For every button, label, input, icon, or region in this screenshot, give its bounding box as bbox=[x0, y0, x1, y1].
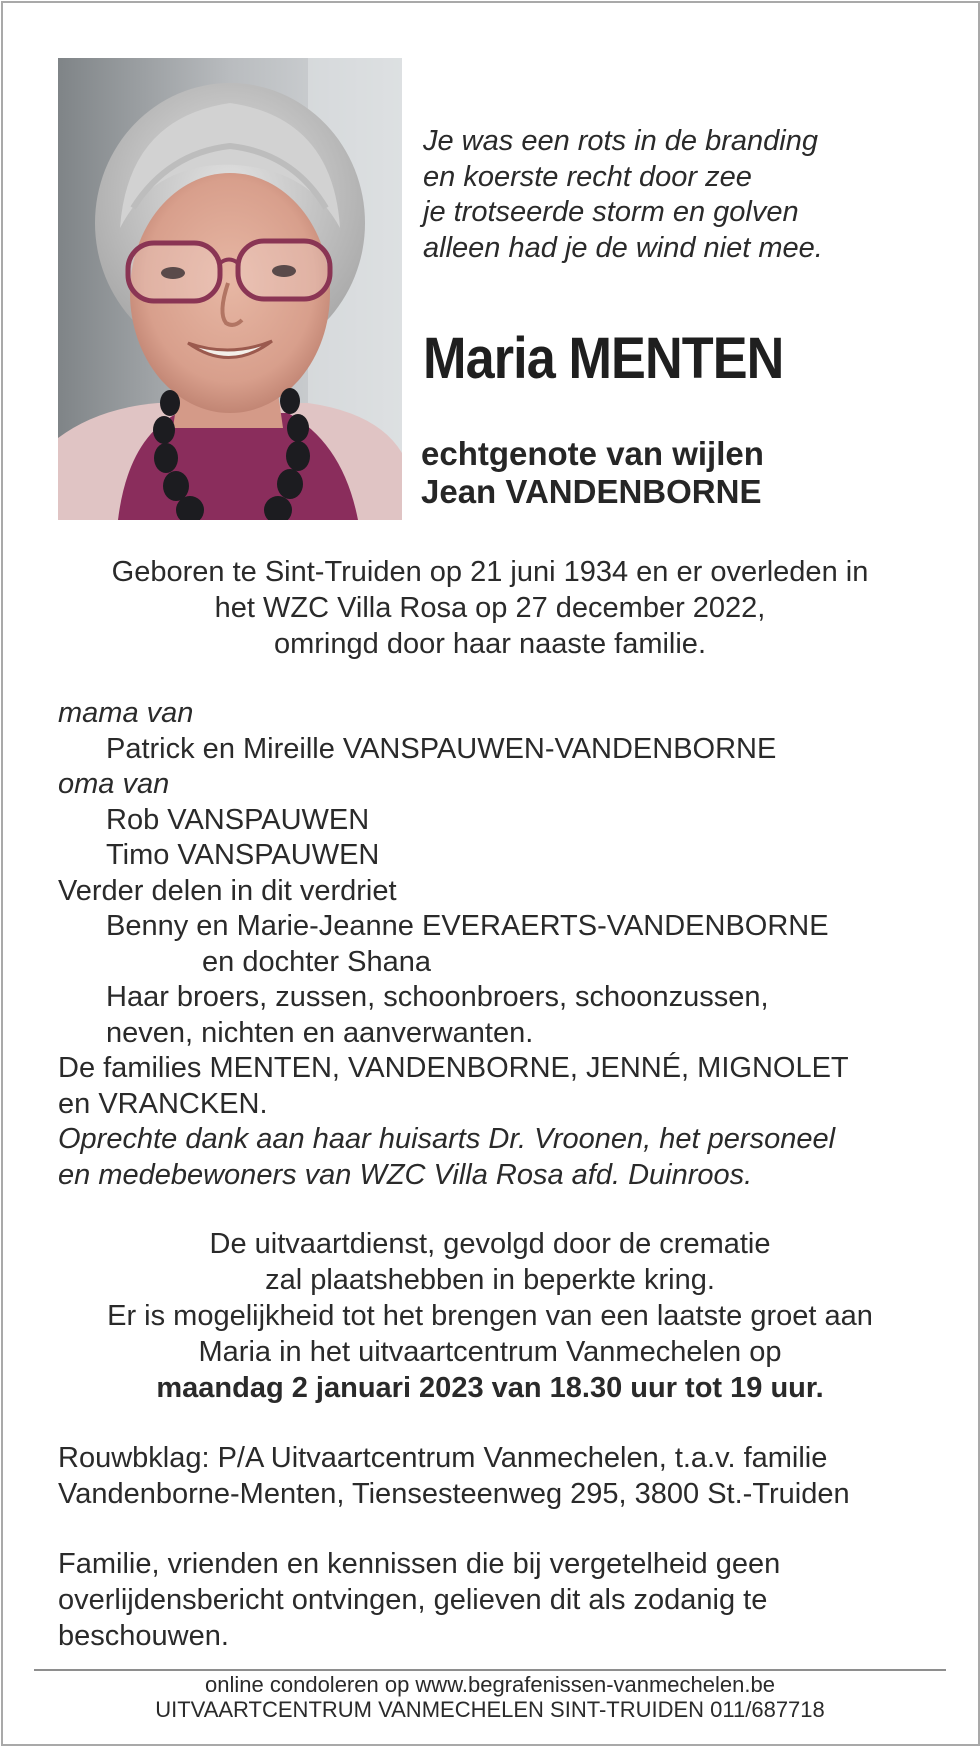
service-line: De uitvaartdienst, gevolgd door de crematie bbox=[209, 1228, 771, 1260]
portrait-photo bbox=[58, 58, 402, 520]
grief-label: Verder delen in dit verdriet bbox=[58, 874, 397, 907]
poem-line: alleen had je de wind niet mee. bbox=[423, 231, 823, 264]
grandchild-name: Timo VANSPAUWEN bbox=[106, 839, 380, 871]
footer bbox=[34, 1672, 946, 1722]
relatives-line: Benny en Marie-Jeanne EVERAERTS-VANDENBORNE bbox=[106, 910, 829, 942]
visitation-date: maandag 2 januari 2023 van 18.30 uur tot 19 uur. bbox=[156, 1372, 824, 1404]
poem-line: je trotseerde storm en golven bbox=[423, 196, 799, 228]
children-names: Patrick en Mireille VANSPAUWEN-VANDENBORNE bbox=[106, 732, 777, 765]
spouse-line: echtgenote van wijlen bbox=[421, 435, 764, 472]
funeral-service-info bbox=[58, 1226, 922, 1406]
online-condolence-link[interactable]: online condoleren op www.begrafenissen-vanmechelen.be bbox=[205, 1672, 775, 1697]
address-line: Vandenborne-Menten, Tiensesteenweg 295, 3800 St.-Truiden bbox=[58, 1478, 850, 1510]
notice-line: overlijdensbericht ontvingen, gelieven dit als zodanig te bbox=[58, 1584, 768, 1616]
birth-line: het WZC Villa Rosa op 27 december 2022, bbox=[214, 592, 766, 624]
birth-line: Geboren te Sint-Truiden op 21 juni 1934 en er overleden in bbox=[111, 556, 869, 588]
poem-line: en koerste recht door zee bbox=[423, 160, 752, 193]
service-line: Maria in het uitvaartcentrum Vanmechelen op bbox=[198, 1336, 782, 1368]
birth-line: omringd door haar naaste familie. bbox=[273, 628, 706, 660]
address-line: Rouwbklag: P/A Uitvaartcentrum Vanmechelen, t.a.v. familie bbox=[58, 1442, 828, 1474]
relatives-line: en dochter Shana bbox=[202, 945, 431, 978]
condolence-address bbox=[58, 1440, 938, 1512]
notice-text bbox=[58, 1546, 938, 1654]
family-list bbox=[58, 696, 938, 1193]
service-line: Er is mogelijkheid tot het brengen van een laatste groet aan bbox=[107, 1300, 873, 1332]
deceased-name: Maria MENTEN bbox=[423, 326, 784, 391]
relatives-line: Haar broers, zussen, schoonbroers, schoonzussen, bbox=[106, 981, 769, 1013]
footer-divider bbox=[34, 1669, 946, 1671]
memorial-poem bbox=[423, 124, 943, 266]
grandchild-name: Rob VANSPAUWEN bbox=[106, 803, 370, 836]
spouse-info bbox=[421, 435, 764, 511]
funeral-home-contact: UITVAARTCENTRUM VANMECHELEN SINT-TRUIDEN 011/687718 bbox=[155, 1697, 825, 1722]
families-line: en VRANCKEN. bbox=[58, 1087, 268, 1120]
poem-line: Je was een rots in de branding bbox=[423, 125, 818, 157]
notice-line: Familie, vrienden en kennissen die bij vergetelheid geen bbox=[58, 1548, 781, 1580]
thanks-line: Oprechte dank aan haar huisarts Dr. Vroonen, het personeel bbox=[58, 1123, 836, 1155]
oma-label: oma van bbox=[58, 768, 170, 800]
birth-death-details bbox=[58, 554, 922, 662]
relatives-line: neven, nichten en aanverwanten. bbox=[106, 1016, 534, 1049]
thanks-line: en medebewoners van WZC Villa Rosa afd. Duinroos. bbox=[58, 1158, 753, 1191]
mama-label: mama van bbox=[58, 697, 194, 729]
families-line: De families MENTEN, VANDENBORNE, JENNÉ, MIGNOLET bbox=[58, 1052, 849, 1084]
service-line: zal plaatshebben in beperkte kring. bbox=[265, 1264, 715, 1296]
notice-line: beschouwen. bbox=[58, 1620, 229, 1652]
spouse-name: Jean VANDENBORNE bbox=[421, 473, 762, 510]
